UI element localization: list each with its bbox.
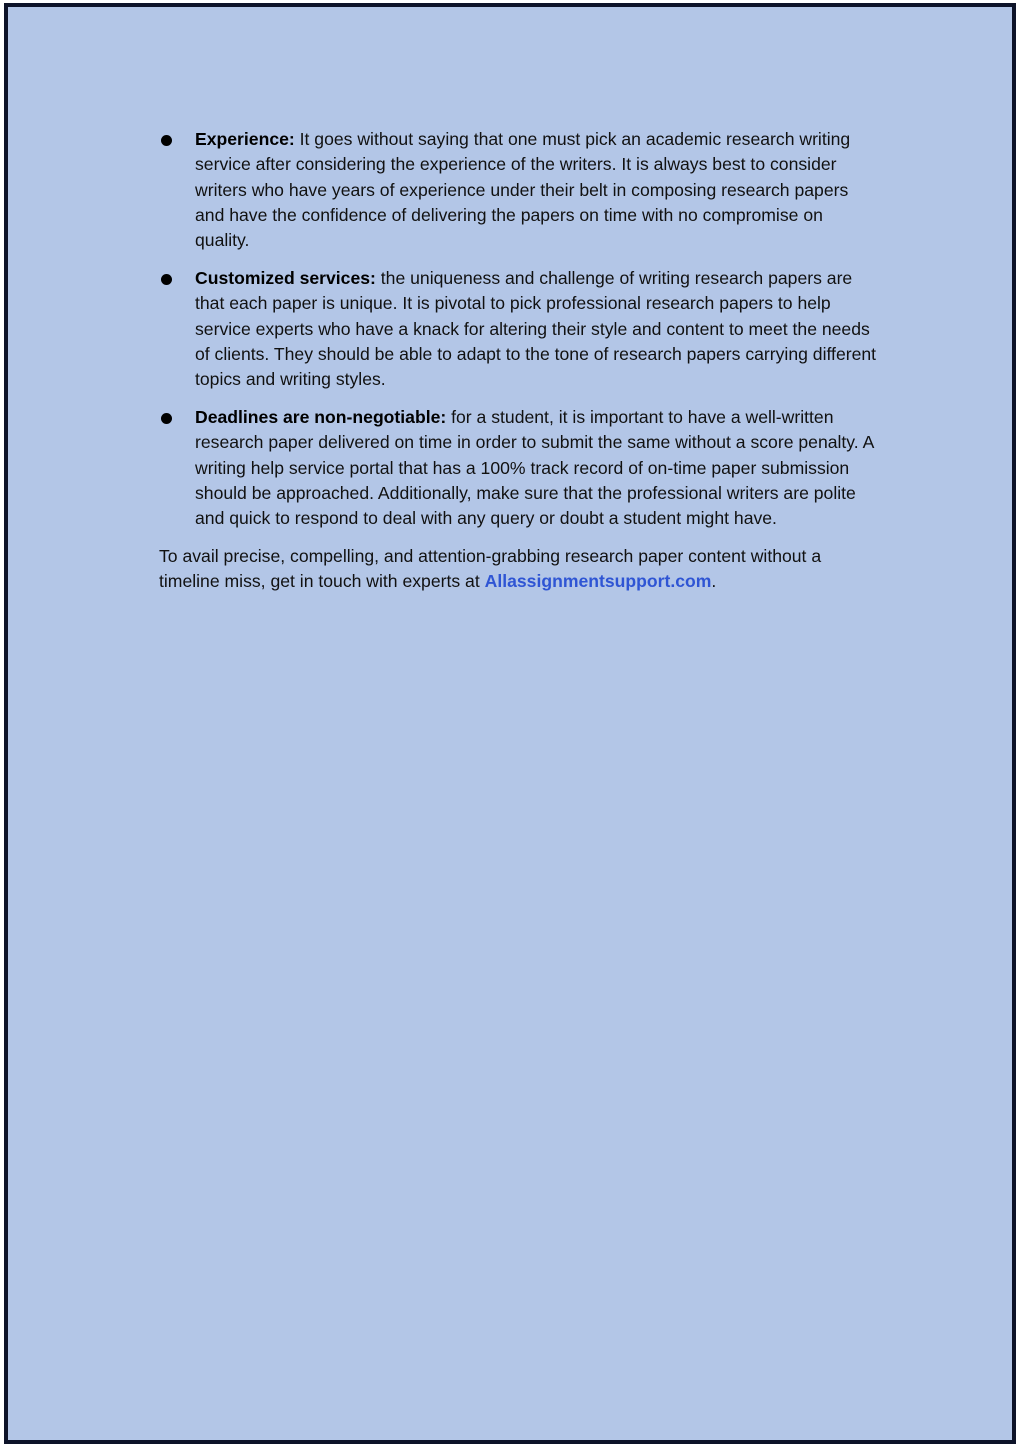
- closing-paragraph: [159, 544, 881, 595]
- bullet-item-deadlines: [159, 405, 881, 531]
- bullet-text: It goes without saying that one must pick an academic research writing service after considering the experience of the writers. It is always best to consider writers who have years of experience under their belt in composing research papers and have the confidence of delivering the papers on time with no compromise on quality.: [195, 129, 851, 251]
- document-content: [159, 127, 881, 595]
- closing-end: .: [711, 571, 717, 592]
- website-link[interactable]: Allassignmentsupport.com: [484, 571, 712, 592]
- bullet-item-customized-services: [159, 266, 881, 392]
- bullet-heading: Experience:: [195, 129, 295, 149]
- bullet-heading: Deadlines are non-negotiable:: [195, 406, 447, 427]
- bullet-heading: Customized services:: [195, 267, 376, 288]
- bullet-dot-icon: [161, 413, 172, 424]
- bullet-text: the uniqueness and challenge of writing research papers are that each paper is unique. It is pivotal to pick professional research papers to help service experts who have a knack for altering their style and content to meet the needs of clients. They should be able to adapt to the tone of research papers carrying different topics and writing styles.: [195, 267, 877, 390]
- bullet-list: [159, 127, 881, 531]
- closing-text: To avail precise, compelling, and attention-grabbing research paper content without a timeline miss, get in touch with experts at: [159, 545, 822, 592]
- bullet-text: for a student, it is important to have a well-written research paper delivered on time in order to submit the same without a score penalty. A writing help service portal that has a 100% track record of on-time paper submission should be approached. Additionally, make sure that the professional writers are polite and quick to respond to deal with any query or doubt a student might have.: [195, 406, 874, 529]
- bullet-item-experience: [159, 127, 881, 253]
- bullet-dot-icon: [161, 274, 172, 285]
- document-page: [4, 3, 1016, 1444]
- bullet-dot-icon: [161, 135, 172, 146]
